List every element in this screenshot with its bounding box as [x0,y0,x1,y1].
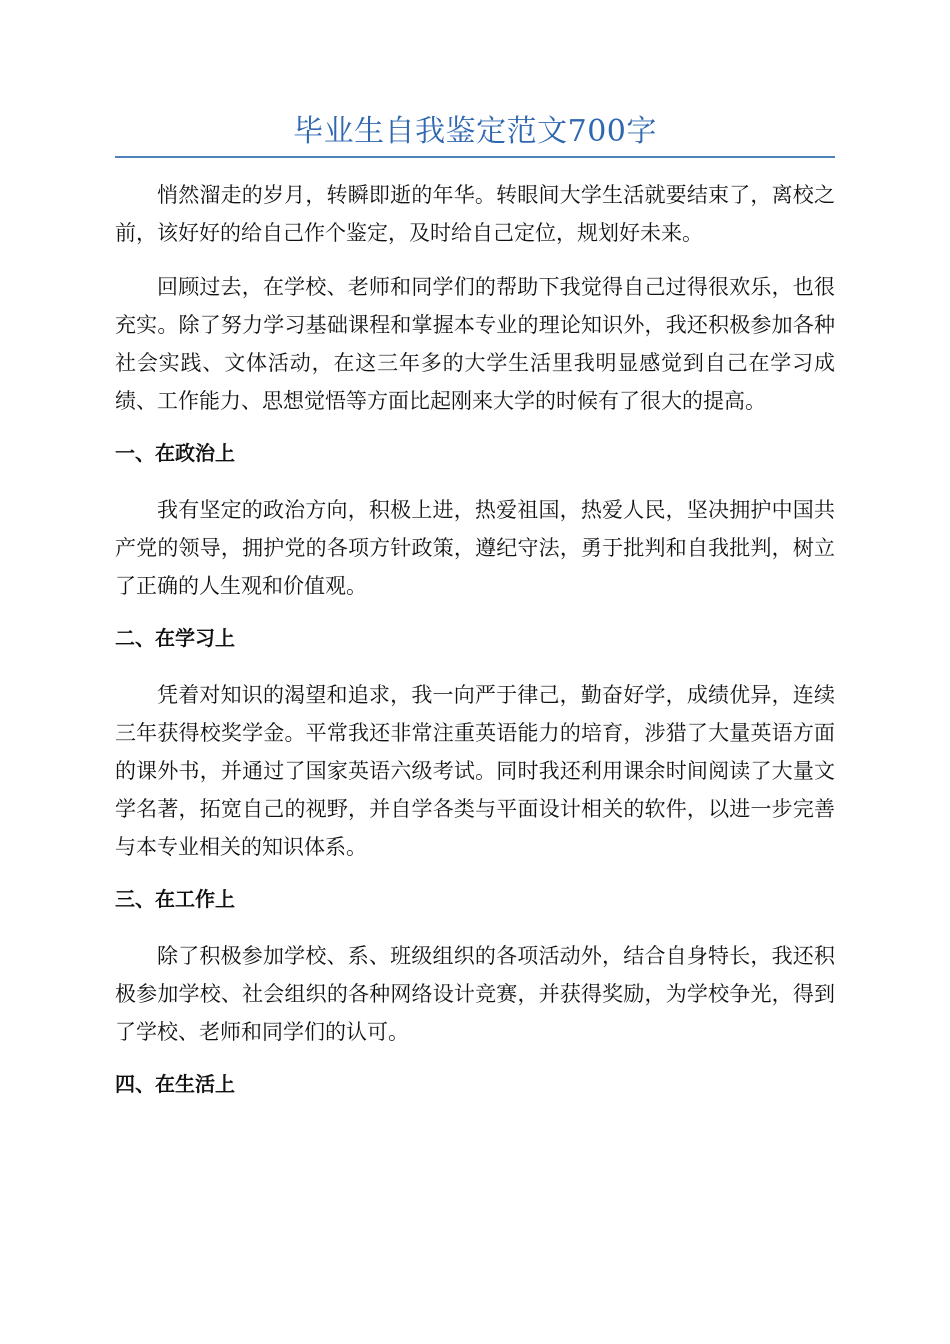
section-heading-work: 三、在工作上 [115,887,235,911]
section-heading-study: 二、在学习上 [115,626,235,650]
section-paragraph-study: 凭着对知识的渴望和追求，我一向严于律己，勤奋好学，成绩优异，连续三年获得校奖学金。平常我还非常注重英语能力的培育，涉猎了大量英语方面的课外书，并通过了国家英语六级考试。同时我还利用课余时间阅读了大量文学名著，拓宽自己的视野，并自学各类与平面设计相关的软件，以进一步完善与本专业相关的知识体系。 [115,683,835,859]
section-heading-politics: 一、在政治上 [115,441,235,465]
intro-paragraph-2: 回顾过去，在学校、老师和同学们的帮助下我觉得自己过得很欢乐，也很充实。除了努力学习基础课程和掌握本专业的理论知识外，我还积极参加各种社会实践、文体活动，在这三年多的大学生活里我明显感觉到自己在学习成绩、工作能力、思想觉悟等方面比起刚来大学的时候有了很大的提高。 [115,275,835,413]
section-paragraph-work: 除了积极参加学校、系、班级组织的各项活动外，结合自身特长，我还积极参加学校、社会组织的各种网络设计竞赛，并获得奖励，为学校争光，得到了学校、老师和同学们的认可。 [115,944,835,1044]
document-body [115,176,835,1122]
intro-paragraph-1: 悄然溜走的岁月，转瞬即逝的年华。转眼间大学生活就要结束了，离校之前，该好好的给自己作个鉴定，及时给自己定位，规划好未来。 [115,183,835,245]
section-heading-life: 四、在生活上 [115,1072,235,1096]
document-title: 毕业生自我鉴定范文700字 [293,114,657,149]
title-block [115,112,835,158]
section-paragraph-politics: 我有坚定的政治方向，积极上进，热爱祖国，热爱人民，坚决拥护中国共产党的领导，拥护党的各项方针政策，遵纪守法，勇于批判和自我批判，树立了正确的人生观和价值观。 [115,498,835,598]
